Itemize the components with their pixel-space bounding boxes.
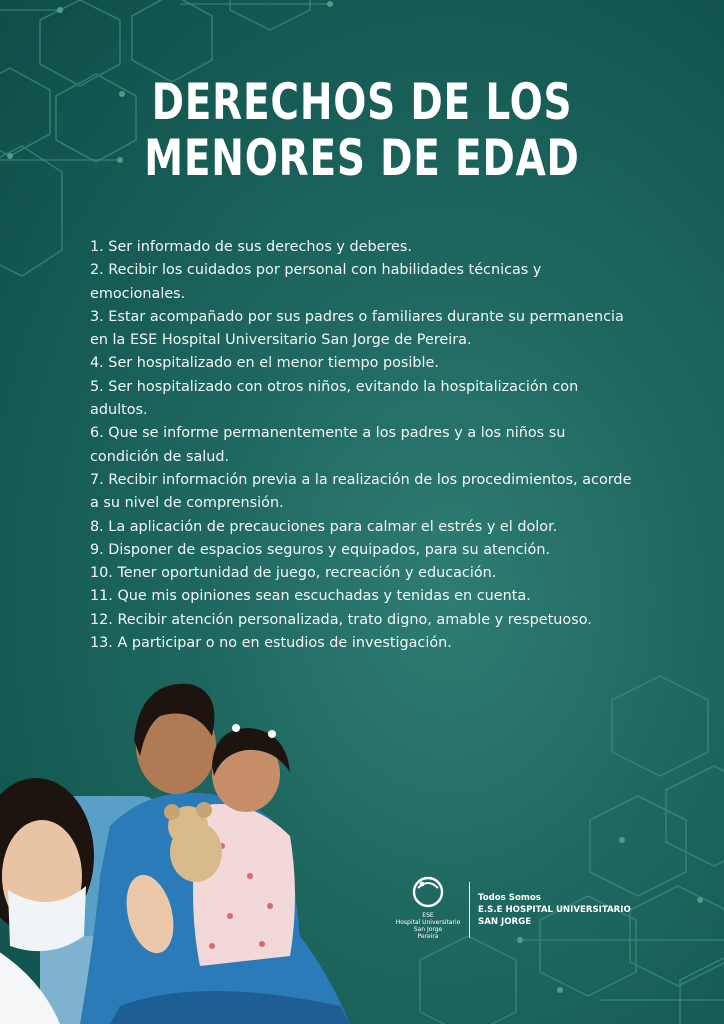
right-item: 2. Recibir los cuidados por personal con habilidades técnicas y emocionales. [90, 262, 542, 302]
hospital-logo [390, 872, 650, 942]
right-item: 12. Recibir atención personalizada, trato digno, amable y respetuoso. [90, 611, 592, 628]
right-item: 4. Ser hospitalizado en el menor tiempo posible. [90, 355, 439, 372]
right-item: 10. Tener oportunidad de juego, recreación y educación. [90, 565, 497, 582]
hospital-name [390, 912, 466, 940]
logo-divider [469, 882, 470, 938]
right-item: 7. Recibir información previa a la realización de los procedimientos, acorde a su nivel de comprensión. [90, 471, 632, 512]
hospital-name-line-2: San Jorge [413, 926, 443, 933]
tagline-line-2: E.S.E HOSPITAL UNIVERSITARIO [478, 905, 631, 915]
poster-title [80, 74, 645, 186]
right-item: 5. Ser hospitalizado con otros niños, evitando la hospitalización con adultos. [90, 378, 579, 419]
hospital-name-ese: ESE [422, 912, 434, 919]
title-line-1: DERECHOS DE LOS [151, 73, 573, 131]
hospital-tagline [478, 892, 631, 928]
hospital-name-line-1: Hospital Universitario [395, 919, 461, 926]
right-item: 13. A participar o no en estudios de investigación. [90, 635, 452, 652]
mother-and-child-photo [0, 676, 370, 1024]
right-item: 11. Que mis opiniones sean escuchadas y tenidas en cuenta. [90, 588, 531, 605]
right-item: 1. Ser informado de sus derechos y deberes. [90, 239, 412, 255]
right-item: 8. La aplicación de precauciones para calmar el estrés y el dolor. [90, 518, 558, 535]
right-item: 3. Estar acompañado por sus padres o familiares durante su permanencia en la ESE Hospital Universitario San Jorge de Pereira. [90, 308, 624, 349]
title-line-2: MENORES DE EDAD [144, 129, 580, 187]
tagline-line-1: Todos Somos [478, 893, 541, 903]
rights-list [90, 236, 638, 655]
tagline-line-3: SAN JORGE [478, 917, 532, 927]
hospital-city: Pereira [417, 933, 439, 940]
right-item: 6. Que se informe permanentemente a los padres y a los niños su condición de salud. [90, 425, 566, 465]
right-item: 9. Disponer de espacios seguros y equipados, para su atención. [90, 541, 551, 558]
